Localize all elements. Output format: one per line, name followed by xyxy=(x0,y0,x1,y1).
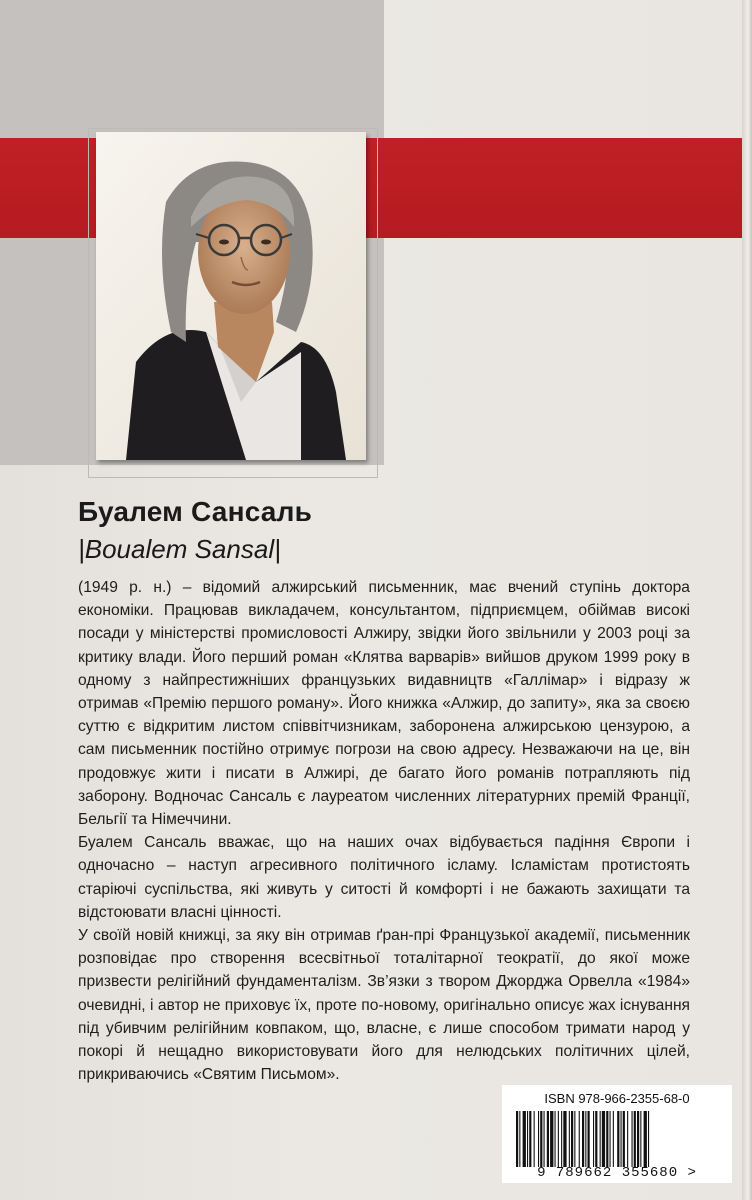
barcode-bar xyxy=(579,1111,580,1167)
author-latin-name: |Boualem Sansal| xyxy=(78,534,281,564)
barcode-bar xyxy=(529,1111,531,1167)
barcode-label xyxy=(502,1085,732,1183)
barcode-bar xyxy=(634,1111,636,1167)
barcode-bar xyxy=(623,1111,625,1167)
barcode-bar xyxy=(637,1111,639,1167)
author-photo xyxy=(96,132,366,460)
barcode-bar xyxy=(561,1111,562,1167)
isbn-text: ISBN 978-966-2355-68-0 xyxy=(544,1091,690,1106)
barcode-bar xyxy=(648,1111,649,1167)
barcode-bar xyxy=(550,1111,553,1167)
barcode-digits: 9 789662 355680 > xyxy=(537,1165,697,1181)
barcode-bar xyxy=(523,1111,526,1167)
barcode-bar xyxy=(555,1111,556,1167)
barcode-bar xyxy=(606,1111,608,1167)
barcode-bar xyxy=(538,1111,539,1167)
barcode-bar xyxy=(602,1111,605,1167)
author-bio xyxy=(78,576,690,1086)
barcode-bar xyxy=(534,1111,535,1167)
cover-edge xyxy=(742,0,752,1200)
barcode-bar xyxy=(527,1111,528,1167)
barcode-bars xyxy=(516,1111,718,1167)
author-name: Буалем Сансаль xyxy=(78,496,312,527)
barcode-bar xyxy=(540,1111,542,1167)
barcode-bar xyxy=(640,1111,641,1167)
barcode-bar xyxy=(588,1111,590,1167)
barcode-bar xyxy=(595,1111,597,1167)
barcode-bar xyxy=(585,1111,586,1167)
barcode-bar xyxy=(632,1111,633,1167)
barcode-bar xyxy=(544,1111,545,1167)
barcode-bar xyxy=(582,1111,584,1167)
barcode-bar xyxy=(571,1111,573,1167)
barcode-bar xyxy=(593,1111,594,1167)
barcode-bar xyxy=(600,1111,601,1167)
bio-paragraph: Буалем Сансаль вважає, що на наших очах відбувається падіння Європи і одночасно – наступ агресивного політичного ісламу. Ісламістам протистоять старіючі суспільства, які живуть у ситості й комфорті і не бажають захищати та відстоювати власні цінності. xyxy=(78,834,690,921)
barcode-bar xyxy=(627,1111,628,1167)
barcode-bar xyxy=(644,1111,647,1167)
barcode-bar xyxy=(613,1111,614,1167)
barcode-bar xyxy=(621,1111,622,1167)
barcode-bar xyxy=(558,1111,559,1167)
barcode-bar xyxy=(563,1111,566,1167)
barcode-bar xyxy=(547,1111,549,1167)
bio-paragraph: У своїй новій книжці, за яку він отримав ґран-прі Французької академії, письменник розповідає про створення всесвітньої тоталітарної теократії, до якої може призвести релігійний фундаменталізм. Зв’язки з твором Джорджа Орвелла «1984» очевидні, і автор не приховує їх, проте по-новому, оригінально описує жах існування під убивчим релігійним ковпаком, що, власне, є лише способом тримати народ у покорі й нещадно використовувати його для нелюдських політичних цілей, прикриваючись «Святим Письмом». xyxy=(78,927,690,1084)
bio-paragraph: (1949 р. н.) – відомий алжирський письменник, має вчений ступінь доктора економіки. Працював викладачем, консультантом, підприємцем, обіймав високі посади у міністерстві промисловості Алжиру, звідки його звільнили у 2003 році за критику влади. Його перший роман «Клятва варварів» вийшов друком 1999 року в одному з найпрестижніших французьких видавництв «Галлімар» і відразу ж отримав «Премію першого роману». Його книжка «Алжир, до запиту», яка за своєю суттю є відкритим листом співвітчизникам, заборонена алжирською цензурою, а сам письменник постійно отримує погрози на свою адресу. Незважаючи на це, він продовжує жити і писати в Алжирі, де багато його романів потрапляють під заборону. Водночас Сансаль є лауреатом численних літературних премій Франції, Бельгії та Німеччини. xyxy=(78,579,690,829)
barcode-bar xyxy=(519,1111,520,1167)
barcode-bar xyxy=(610,1111,611,1167)
barcode-bar xyxy=(617,1111,619,1167)
barcode-bar xyxy=(516,1111,518,1167)
barcode-bar xyxy=(574,1111,575,1167)
barcode-bar xyxy=(569,1111,570,1167)
